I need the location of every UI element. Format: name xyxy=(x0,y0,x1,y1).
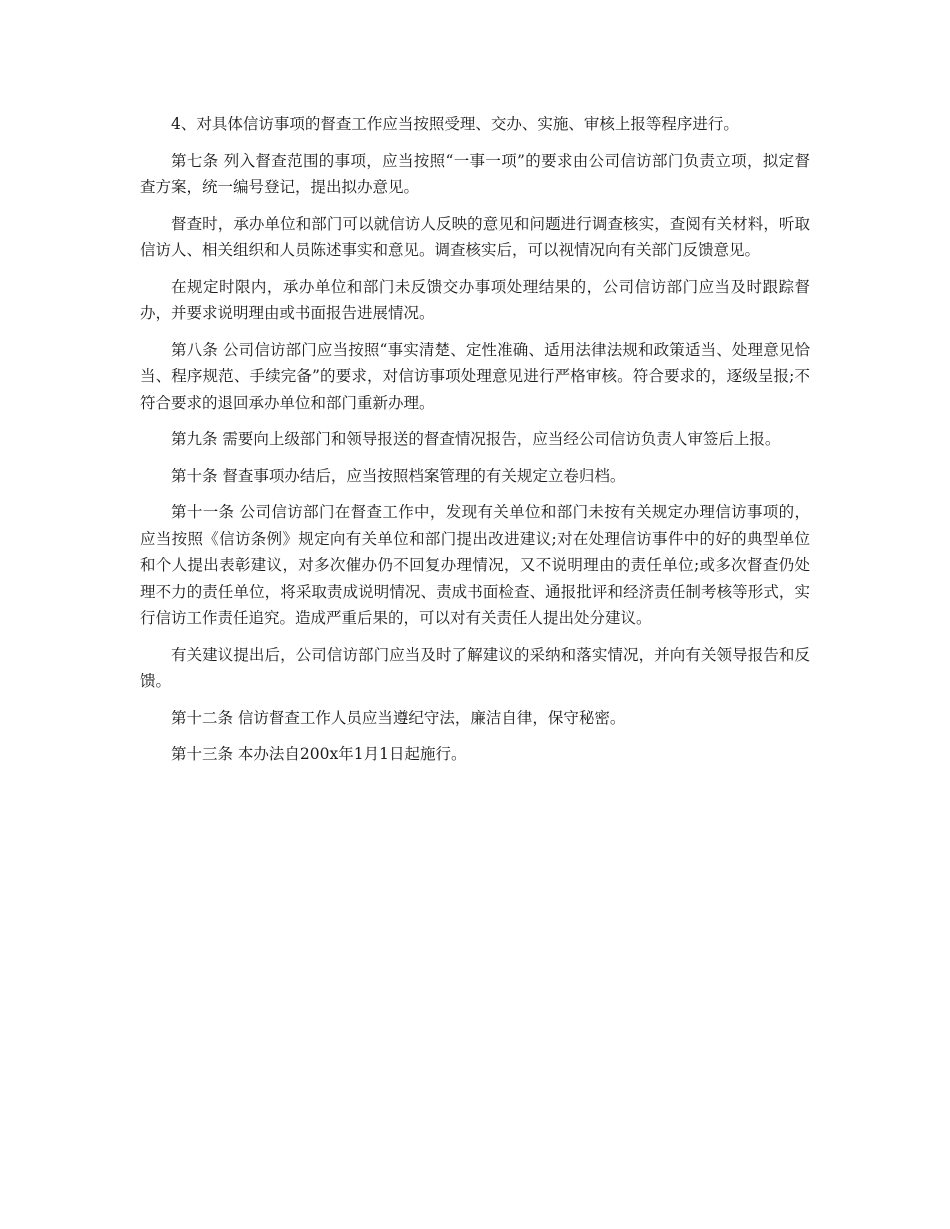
paragraph-article-9: 第九条 需要向上级部门和领导报送的督查情况报告，应当经公司信访负责人审签后上报。 xyxy=(171,430,781,448)
paragraph-inspection: 督查时，承办单位和部门可以就信访人反映的意见和问题进行调查核实，查阅有关材料，听取信访人、相关组织和人员陈述事实和意见。调查核实后，可以视情况向有关部门反馈意见。 xyxy=(140,214,810,259)
paragraph-article-11: 第十一条 公司信访部门在督查工作中，发现有关单位和部门未按有关规定办理信访事项的，应当按照《信访条例》规定向有关单位和部门提出改进建议;对在处理信访事件中的好的典型单位和个人提出表彰建议，对多次催办仍不回复办理情况，又不说明理由的责任单位;或多次督查仍处理不力的责任单位，将采取责成说明情况、责成书面检查、通报批评和经济责任制考核等形式，实行信访工作责任追究。造成严重后果的，可以对有关责任人提出处分建议。 xyxy=(140,503,810,627)
paragraph-article-12: 第十二条 信访督查工作人员应当遵纪守法，廉洁自律，保守秘密。 xyxy=(171,708,626,727)
paragraph-article-13: 第十三条 本办法自200x年1月1日起施行。 xyxy=(171,745,467,763)
paragraph-article-7: 第七条 列入督查范围的事项，应当按照“一事一项”的要求由公司信访部门负责立项，拟定督查方案，统一编号登记，提出拟办意见。 xyxy=(140,151,810,196)
paragraph-time-limit: 在规定时限内，承办单位和部门未反馈交办事项处理结果的，公司信访部门应当及时跟踪督办，并要求说明理由或书面报告进展情况。 xyxy=(140,277,810,322)
paragraph-recommendations: 有关建议提出后，公司信访部门应当及时了解建议的采纳和落实情况，并向有关领导报告和反馈。 xyxy=(140,645,810,690)
paragraph-item-4: 4、对具体信访事项的督查工作应当按照受理、交办、实施、审核上报等程序进行。 xyxy=(171,115,739,133)
document-body xyxy=(140,111,810,778)
paragraph-article-8: 第八条 公司信访部门应当按照“事实清楚、定性准确、适用法律法规和政策适当、处理意见恰当、程序规范、手续完备”的要求，对信访事项处理意见进行严格审核。符合要求的，逐级呈报;不符合要求的退回承办单位和部门重新办理。 xyxy=(140,340,810,412)
paragraph-article-10: 第十条 督查事项办结后，应当按照档案管理的有关规定立卷归档。 xyxy=(171,466,626,485)
